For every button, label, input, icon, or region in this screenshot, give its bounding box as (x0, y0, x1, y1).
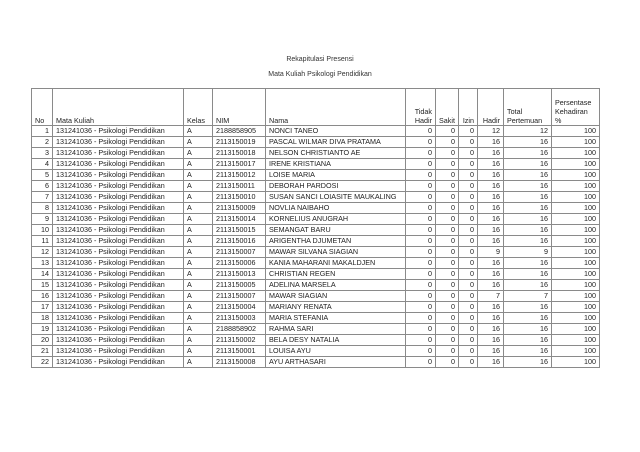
attendance-table (31, 88, 600, 368)
cell-persentase: 100 (552, 324, 600, 335)
cell-kelas: A (184, 280, 213, 291)
cell-persentase: 100 (552, 280, 600, 291)
cell-sakit: 0 (436, 126, 459, 137)
cell-kelas: A (184, 346, 213, 357)
cell-no: 12 (32, 247, 53, 258)
cell-izin: 0 (459, 159, 478, 170)
table-row (32, 269, 600, 280)
cell-mata-kuliah: 131241036 - Psikologi Pendidikan (53, 159, 184, 170)
cell-no: 15 (32, 280, 53, 291)
cell-kelas: A (184, 181, 213, 192)
cell-hadir: 7 (478, 291, 504, 302)
cell-total-pertemuan: 9 (504, 247, 552, 258)
cell-nama: MAWAR SIAGIAN (266, 291, 406, 302)
cell-hadir: 16 (478, 170, 504, 181)
cell-mata-kuliah: 131241036 - Psikologi Pendidikan (53, 291, 184, 302)
cell-nama: SEMANGAT BARU (266, 225, 406, 236)
cell-no: 17 (32, 302, 53, 313)
cell-tidak-hadir: 0 (406, 137, 436, 148)
cell-sakit: 0 (436, 148, 459, 159)
cell-nama: DEBORAH PARDOSI (266, 181, 406, 192)
table-row (32, 313, 600, 324)
cell-sakit: 0 (436, 269, 459, 280)
cell-hadir: 16 (478, 225, 504, 236)
cell-nama: CHRISTIAN REGEN (266, 269, 406, 280)
cell-sakit: 0 (436, 137, 459, 148)
cell-izin: 0 (459, 302, 478, 313)
cell-mata-kuliah: 131241036 - Psikologi Pendidikan (53, 258, 184, 269)
cell-nim: 2188858902 (213, 324, 266, 335)
cell-tidak-hadir: 0 (406, 247, 436, 258)
cell-mata-kuliah: 131241036 - Psikologi Pendidikan (53, 335, 184, 346)
cell-izin: 0 (459, 258, 478, 269)
cell-total-pertemuan: 16 (504, 159, 552, 170)
cell-tidak-hadir: 0 (406, 225, 436, 236)
cell-kelas: A (184, 302, 213, 313)
cell-kelas: A (184, 192, 213, 203)
cell-mata-kuliah: 131241036 - Psikologi Pendidikan (53, 192, 184, 203)
cell-tidak-hadir: 0 (406, 258, 436, 269)
cell-izin: 0 (459, 269, 478, 280)
cell-nim: 2113150009 (213, 203, 266, 214)
cell-tidak-hadir: 0 (406, 236, 436, 247)
cell-izin: 0 (459, 148, 478, 159)
cell-nama: MAWAR SILVANA SIAGIAN (266, 247, 406, 258)
report-subtitle: Mata Kuliah Psikologi Pendidikan (268, 71, 372, 78)
cell-nama: BELA DESY NATALIA (266, 335, 406, 346)
cell-mata-kuliah: 131241036 - Psikologi Pendidikan (53, 148, 184, 159)
col-persentase: Persentase Kehadiran % (552, 89, 600, 126)
cell-persentase: 100 (552, 203, 600, 214)
cell-hadir: 16 (478, 335, 504, 346)
cell-nama: RAHMA SARI (266, 324, 406, 335)
cell-izin: 0 (459, 137, 478, 148)
cell-no: 14 (32, 269, 53, 280)
cell-izin: 0 (459, 357, 478, 368)
cell-sakit: 0 (436, 214, 459, 225)
cell-kelas: A (184, 335, 213, 346)
cell-nim: 2113150001 (213, 346, 266, 357)
cell-nim: 2113150017 (213, 159, 266, 170)
col-hadir: Hadir (478, 89, 504, 126)
cell-nim: 2113150008 (213, 357, 266, 368)
cell-total-pertemuan: 12 (504, 126, 552, 137)
cell-total-pertemuan: 16 (504, 148, 552, 159)
cell-nim: 2113150016 (213, 236, 266, 247)
cell-izin: 0 (459, 324, 478, 335)
cell-tidak-hadir: 0 (406, 203, 436, 214)
cell-mata-kuliah: 131241036 - Psikologi Pendidikan (53, 357, 184, 368)
cell-no: 21 (32, 346, 53, 357)
cell-kelas: A (184, 126, 213, 137)
cell-sakit: 0 (436, 203, 459, 214)
cell-izin: 0 (459, 236, 478, 247)
table-row (32, 170, 600, 181)
cell-mata-kuliah: 131241036 - Psikologi Pendidikan (53, 236, 184, 247)
cell-kelas: A (184, 214, 213, 225)
cell-sakit: 0 (436, 170, 459, 181)
cell-mata-kuliah: 131241036 - Psikologi Pendidikan (53, 203, 184, 214)
cell-persentase: 100 (552, 291, 600, 302)
cell-tidak-hadir: 0 (406, 148, 436, 159)
cell-hadir: 16 (478, 181, 504, 192)
cell-sakit: 0 (436, 159, 459, 170)
header-row (32, 89, 600, 126)
cell-persentase: 100 (552, 247, 600, 258)
cell-sakit: 0 (436, 258, 459, 269)
cell-izin: 0 (459, 203, 478, 214)
cell-persentase: 100 (552, 269, 600, 280)
cell-total-pertemuan: 16 (504, 346, 552, 357)
cell-sakit: 0 (436, 247, 459, 258)
cell-total-pertemuan: 16 (504, 313, 552, 324)
table-row (32, 159, 600, 170)
cell-tidak-hadir: 0 (406, 324, 436, 335)
cell-persentase: 100 (552, 258, 600, 269)
report-title: Rekapitulasi Presensi (286, 56, 354, 63)
cell-kelas: A (184, 269, 213, 280)
cell-mata-kuliah: 131241036 - Psikologi Pendidikan (53, 126, 184, 137)
cell-mata-kuliah: 131241036 - Psikologi Pendidikan (53, 214, 184, 225)
cell-sakit: 0 (436, 346, 459, 357)
cell-kelas: A (184, 258, 213, 269)
cell-nim: 2113150005 (213, 280, 266, 291)
table-row (32, 137, 600, 148)
cell-izin: 0 (459, 291, 478, 302)
cell-nim: 2113150007 (213, 247, 266, 258)
table-row (32, 225, 600, 236)
cell-nim: 2113150004 (213, 302, 266, 313)
cell-tidak-hadir: 0 (406, 313, 436, 324)
cell-hadir: 16 (478, 236, 504, 247)
cell-persentase: 100 (552, 137, 600, 148)
cell-sakit: 0 (436, 181, 459, 192)
cell-hadir: 12 (478, 126, 504, 137)
cell-nama: AYU ARTHASARI (266, 357, 406, 368)
cell-izin: 0 (459, 214, 478, 225)
cell-nama: KORNELIUS ANUGRAH (266, 214, 406, 225)
cell-no: 1 (32, 126, 53, 137)
cell-no: 6 (32, 181, 53, 192)
cell-hadir: 16 (478, 357, 504, 368)
cell-sakit: 0 (436, 313, 459, 324)
col-kelas: Kelas (184, 89, 213, 126)
col-no: No (32, 89, 53, 126)
cell-mata-kuliah: 131241036 - Psikologi Pendidikan (53, 170, 184, 181)
cell-hadir: 16 (478, 137, 504, 148)
col-izin: Izin (459, 89, 478, 126)
cell-nama: PASCAL WILMAR DIVA PRATAMA (266, 137, 406, 148)
cell-total-pertemuan: 16 (504, 335, 552, 346)
cell-no: 11 (32, 236, 53, 247)
cell-no: 22 (32, 357, 53, 368)
cell-mata-kuliah: 131241036 - Psikologi Pendidikan (53, 324, 184, 335)
cell-total-pertemuan: 16 (504, 181, 552, 192)
cell-kelas: A (184, 203, 213, 214)
cell-sakit: 0 (436, 291, 459, 302)
cell-hadir: 16 (478, 302, 504, 313)
table-row (32, 148, 600, 159)
cell-nama: IRENE KRISTIANA (266, 159, 406, 170)
cell-nim: 2113150011 (213, 181, 266, 192)
cell-tidak-hadir: 0 (406, 269, 436, 280)
cell-nim: 2113150002 (213, 335, 266, 346)
cell-kelas: A (184, 159, 213, 170)
cell-nama: MARIANY RENATA (266, 302, 406, 313)
cell-tidak-hadir: 0 (406, 126, 436, 137)
cell-tidak-hadir: 0 (406, 346, 436, 357)
cell-total-pertemuan: 16 (504, 258, 552, 269)
cell-no: 5 (32, 170, 53, 181)
table-row (32, 181, 600, 192)
cell-kelas: A (184, 148, 213, 159)
cell-sakit: 0 (436, 280, 459, 291)
cell-persentase: 100 (552, 335, 600, 346)
cell-nim: 2113150012 (213, 170, 266, 181)
table-row (32, 247, 600, 258)
cell-persentase: 100 (552, 346, 600, 357)
cell-total-pertemuan: 16 (504, 357, 552, 368)
cell-sakit: 0 (436, 225, 459, 236)
cell-total-pertemuan: 16 (504, 280, 552, 291)
cell-persentase: 100 (552, 302, 600, 313)
cell-persentase: 100 (552, 181, 600, 192)
cell-izin: 0 (459, 192, 478, 203)
cell-total-pertemuan: 16 (504, 269, 552, 280)
cell-tidak-hadir: 0 (406, 302, 436, 313)
cell-sakit: 0 (436, 335, 459, 346)
cell-total-pertemuan: 16 (504, 203, 552, 214)
cell-nama: ARIGENTHA DJUMETAN (266, 236, 406, 247)
cell-hadir: 16 (478, 148, 504, 159)
cell-mata-kuliah: 131241036 - Psikologi Pendidikan (53, 313, 184, 324)
cell-kelas: A (184, 170, 213, 181)
table-row (32, 291, 600, 302)
cell-total-pertemuan: 16 (504, 225, 552, 236)
cell-tidak-hadir: 0 (406, 280, 436, 291)
cell-no: 10 (32, 225, 53, 236)
cell-nama: ADELINA MARSELA (266, 280, 406, 291)
cell-persentase: 100 (552, 192, 600, 203)
cell-mata-kuliah: 131241036 - Psikologi Pendidikan (53, 137, 184, 148)
cell-mata-kuliah: 131241036 - Psikologi Pendidikan (53, 280, 184, 291)
cell-total-pertemuan: 16 (504, 192, 552, 203)
cell-nim: 2113150006 (213, 258, 266, 269)
cell-persentase: 100 (552, 225, 600, 236)
cell-nim: 2188858905 (213, 126, 266, 137)
cell-persentase: 100 (552, 313, 600, 324)
cell-kelas: A (184, 291, 213, 302)
cell-nama: MARIA STEFANIA (266, 313, 406, 324)
cell-nama: KANIA MAHARANI MAKALDJEN (266, 258, 406, 269)
cell-total-pertemuan: 16 (504, 302, 552, 313)
cell-sakit: 0 (436, 324, 459, 335)
cell-nama: NELSON CHRISTIANTO AE (266, 148, 406, 159)
cell-nama: LOISE MARIA (266, 170, 406, 181)
table-row (32, 346, 600, 357)
cell-kelas: A (184, 137, 213, 148)
cell-izin: 0 (459, 225, 478, 236)
cell-izin: 0 (459, 126, 478, 137)
cell-tidak-hadir: 0 (406, 170, 436, 181)
cell-mata-kuliah: 131241036 - Psikologi Pendidikan (53, 346, 184, 357)
col-nama: Nama (266, 89, 406, 126)
cell-nim: 2113150007 (213, 291, 266, 302)
cell-no: 16 (32, 291, 53, 302)
cell-total-pertemuan: 16 (504, 324, 552, 335)
cell-sakit: 0 (436, 302, 459, 313)
cell-sakit: 0 (436, 192, 459, 203)
cell-persentase: 100 (552, 126, 600, 137)
cell-izin: 0 (459, 280, 478, 291)
cell-izin: 0 (459, 170, 478, 181)
col-mata-kuliah: Mata Kuliah (53, 89, 184, 126)
cell-persentase: 100 (552, 236, 600, 247)
cell-tidak-hadir: 0 (406, 181, 436, 192)
table-row (32, 357, 600, 368)
cell-hadir: 16 (478, 258, 504, 269)
cell-nim: 2113150015 (213, 225, 266, 236)
table-row (32, 192, 600, 203)
cell-tidak-hadir: 0 (406, 214, 436, 225)
cell-mata-kuliah: 131241036 - Psikologi Pendidikan (53, 269, 184, 280)
cell-nim: 2113150013 (213, 269, 266, 280)
table-row (32, 258, 600, 269)
cell-izin: 0 (459, 247, 478, 258)
cell-kelas: A (184, 357, 213, 368)
cell-total-pertemuan: 16 (504, 214, 552, 225)
cell-tidak-hadir: 0 (406, 159, 436, 170)
cell-total-pertemuan: 16 (504, 236, 552, 247)
cell-hadir: 16 (478, 313, 504, 324)
cell-nama: NONCI TANEO (266, 126, 406, 137)
cell-no: 20 (32, 335, 53, 346)
cell-nim: 2113150003 (213, 313, 266, 324)
col-tidak-hadir: Tidak Hadir (406, 89, 436, 126)
cell-hadir: 16 (478, 346, 504, 357)
cell-nim: 2113150014 (213, 214, 266, 225)
cell-izin: 0 (459, 181, 478, 192)
cell-total-pertemuan: 16 (504, 137, 552, 148)
col-total-pertemuan: Total Pertemuan (504, 89, 552, 126)
cell-nim: 2113150018 (213, 148, 266, 159)
cell-tidak-hadir: 0 (406, 357, 436, 368)
cell-kelas: A (184, 313, 213, 324)
cell-no: 8 (32, 203, 53, 214)
cell-hadir: 16 (478, 203, 504, 214)
cell-total-pertemuan: 16 (504, 170, 552, 181)
cell-hadir: 16 (478, 280, 504, 291)
cell-mata-kuliah: 131241036 - Psikologi Pendidikan (53, 247, 184, 258)
cell-total-pertemuan: 7 (504, 291, 552, 302)
cell-persentase: 100 (552, 170, 600, 181)
cell-hadir: 16 (478, 192, 504, 203)
table-row (32, 126, 600, 137)
col-sakit: Sakit (436, 89, 459, 126)
cell-hadir: 16 (478, 324, 504, 335)
cell-tidak-hadir: 0 (406, 335, 436, 346)
cell-hadir: 9 (478, 247, 504, 258)
cell-hadir: 16 (478, 214, 504, 225)
table-row (32, 280, 600, 291)
cell-izin: 0 (459, 335, 478, 346)
col-nim: NIM (213, 89, 266, 126)
cell-hadir: 16 (478, 269, 504, 280)
cell-persentase: 100 (552, 148, 600, 159)
cell-mata-kuliah: 131241036 - Psikologi Pendidikan (53, 181, 184, 192)
cell-no: 13 (32, 258, 53, 269)
cell-no: 2 (32, 137, 53, 148)
cell-kelas: A (184, 247, 213, 258)
table-row (32, 236, 600, 247)
cell-tidak-hadir: 0 (406, 192, 436, 203)
cell-hadir: 16 (478, 159, 504, 170)
cell-izin: 0 (459, 313, 478, 324)
table-body (32, 126, 600, 368)
cell-no: 7 (32, 192, 53, 203)
cell-persentase: 100 (552, 159, 600, 170)
cell-persentase: 100 (552, 214, 600, 225)
cell-persentase: 100 (552, 357, 600, 368)
cell-no: 19 (32, 324, 53, 335)
cell-nama: LOUISA AYU (266, 346, 406, 357)
cell-nim: 2113150010 (213, 192, 266, 203)
cell-nama: NOVLIA NAIBAHO (266, 203, 406, 214)
cell-kelas: A (184, 236, 213, 247)
cell-kelas: A (184, 324, 213, 335)
cell-no: 4 (32, 159, 53, 170)
cell-kelas: A (184, 225, 213, 236)
cell-mata-kuliah: 131241036 - Psikologi Pendidikan (53, 225, 184, 236)
cell-no: 18 (32, 313, 53, 324)
cell-tidak-hadir: 0 (406, 291, 436, 302)
table-row (32, 203, 600, 214)
cell-izin: 0 (459, 346, 478, 357)
cell-sakit: 0 (436, 357, 459, 368)
cell-nim: 2113150019 (213, 137, 266, 148)
cell-nama: SUSAN SANCI LOIASITE MAUKALING (266, 192, 406, 203)
cell-no: 3 (32, 148, 53, 159)
table-row (32, 302, 600, 313)
cell-mata-kuliah: 131241036 - Psikologi Pendidikan (53, 302, 184, 313)
table-row (32, 214, 600, 225)
table-row (32, 324, 600, 335)
cell-no: 9 (32, 214, 53, 225)
table-row (32, 335, 600, 346)
cell-sakit: 0 (436, 236, 459, 247)
